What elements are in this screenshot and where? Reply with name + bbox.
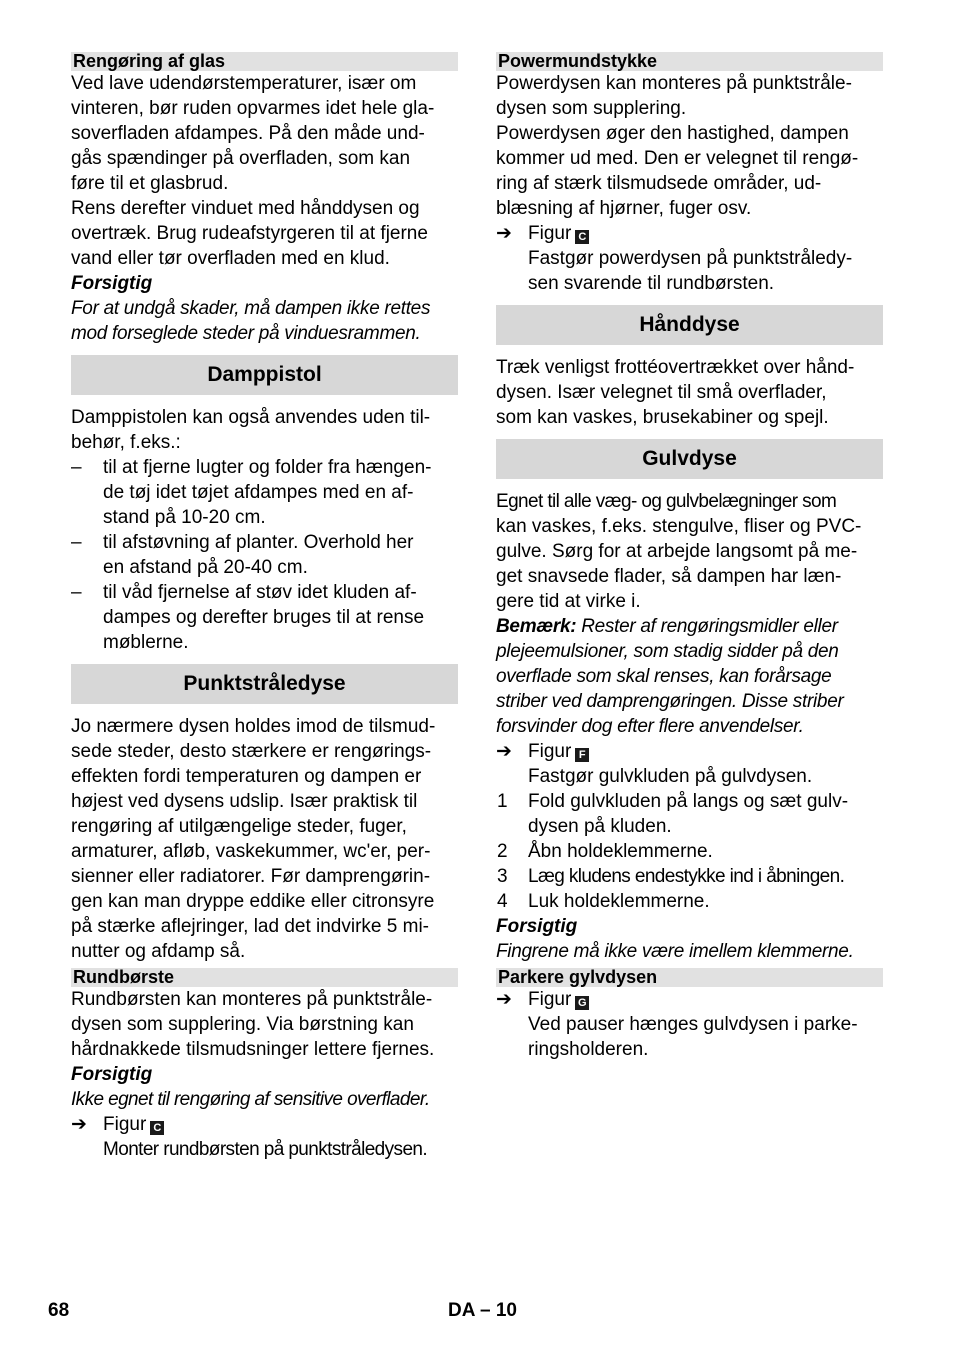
- arrow-right-icon: ➔: [71, 1114, 87, 1135]
- list-item: – til våd fjernelse af støv idet kluden af- dampes og derefter bruges til at rense møblerne.: [71, 582, 425, 653]
- arrow-right-icon: ➔: [496, 989, 512, 1010]
- caution-label: Forsigtig: [496, 916, 578, 937]
- list-item: – til afstøvning af planter. Overhold her en afstand på 20-40 cm.: [71, 532, 414, 578]
- dash-marker: –: [71, 457, 82, 478]
- caution-text: Fingrene må ikke være imellem klemmerne.: [496, 941, 854, 962]
- heading-damppistol: Damppistol: [71, 355, 458, 395]
- figure-letter-badge: C: [150, 1121, 164, 1135]
- caution-label: Forsigtig: [71, 273, 153, 294]
- paragraph: Powerdysen kan monteres på punktstråle- dysen som supplering.: [496, 73, 852, 119]
- list-item: 1 Fold gulvkluden på langs og sæt gulv- dysen på kluden.: [497, 791, 849, 837]
- heading-punktstraaledyse: Punktstråledyse: [71, 664, 458, 704]
- left-column: [71, 52, 458, 1162]
- note-text: Bemærk: Rester af rengøringsmidler eller plejeemulsioner, som stadig sidder på den overflade som skal renses, kan forårsage striber ved damprengøringen. Disse striber forsvinder dog efter flere anvendelser.: [496, 616, 844, 737]
- caution-label: Forsigtig: [71, 1064, 153, 1085]
- list-item: 2 Åbn holdeklemmerne.: [497, 841, 713, 862]
- list-item: 3 Læg kludens endestykke ind i åbningen.: [497, 866, 845, 887]
- heading-handdyse: Hånddyse: [496, 305, 883, 345]
- arrow-right-icon: ➔: [496, 223, 512, 244]
- figure-reference: ➔ Figur G: [496, 987, 883, 1012]
- figure-letter-badge: G: [575, 996, 589, 1010]
- subheading-parkere-gylvdysen: Parkere gylvdysen: [496, 968, 883, 987]
- paragraph: Jo nærmere dysen holdes imod de tilsmud- sede steder, desto stærkere er rengørings- effekten fordi temperaturen og dampen er højest ved dysens udslip. Især praktisk til rengøring af utilgængelige steder, fuger, armaturer, afløb, vaskekummer, wc'er, per- sienner eller radiatorer. Før damprengørin- gen kan man dryppe eddike eller citronsyre på stærke aflejringer, lad det indvirke 5 mi- nutter og afdamp så.: [71, 716, 436, 962]
- paragraph: Rundbørsten kan monteres på punktstråle- dysen som supplering. Via børstning kan hårdnakkede tilsmudsninger lettere fjernes.: [71, 989, 435, 1060]
- instruction-text: Ved pauser hænges gulvdysen i parke- ringsholderen.: [528, 1014, 858, 1060]
- figure-reference: ➔ Figur C: [71, 1112, 458, 1137]
- section-label: DA – 10: [448, 1300, 517, 1321]
- subheading-rundborste: Rundbørste: [71, 968, 458, 987]
- paragraph: Træk venligst frottéovertrækket over hånd- dysen. Især velegnet til små overflader, som kan vaskes, brusekabiner og spejl.: [496, 357, 855, 428]
- step-number: 4: [497, 891, 508, 912]
- figure-reference: ➔ Figur F: [496, 739, 883, 764]
- step-number: 3: [497, 866, 508, 887]
- paragraph: Rens derefter vinduet med hånddysen og overtræk. Brug rudeafstyrgeren til at fjerne vand eller tør overfladen med en klud.: [71, 198, 428, 269]
- arrow-right-icon: ➔: [496, 741, 512, 762]
- paragraph: Egnet til alle væg- og gulvbelægninger som kan vaskes, f.eks. stengulve, fliser og PVC- gulve. Sørg for at arbejde langsomt på me- get snavsede flader, så dampen har læn- gere tid at virke i.: [496, 491, 862, 612]
- list-item: – til at fjerne lugter og folder fra hængen- de tøj idet tøjet afdampes med en af- stand på 10-20 cm.: [71, 457, 432, 528]
- caution-text: Ikke egnet til rengøring af sensitive overflader.: [71, 1089, 430, 1110]
- instruction-text: Monter rundbørsten på punktstråledysen.: [103, 1139, 428, 1160]
- right-column: [496, 52, 883, 1062]
- paragraph: Ved lave udendørstemperaturer, især om vinteren, bør ruden opvarmes idet hele gla- soverfladen afdampes. På den måde und- gås spændinger på overfladen, som kan føre til et glasbrud.: [71, 73, 435, 194]
- instruction-text: Fastgør powerdysen på punktstråledy- sen svarende til rundbørsten.: [528, 248, 853, 294]
- dash-marker: –: [71, 532, 82, 553]
- list-item: 4 Luk holdeklemmerne.: [497, 891, 710, 912]
- heading-gulvdyse: Gulvdyse: [496, 439, 883, 479]
- dash-marker: –: [71, 582, 82, 603]
- figure-letter-badge: C: [575, 230, 589, 244]
- paragraph: Powerdysen øger den hastighed, dampen kommer ud med. Den er velegnet til rengø- ring af stærk tilsmudsede områder, ud- blæsning af hjørner, fuger osv.: [496, 123, 859, 219]
- note-label: Bemærk:: [496, 616, 577, 637]
- step-number: 2: [497, 841, 508, 862]
- subheading-rengoring-af-glas: Rengøring af glas: [71, 52, 458, 71]
- step-number: 1: [497, 791, 508, 812]
- instruction-text: Fastgør gulvkluden på gulvdysen.: [528, 766, 813, 787]
- figure-letter-badge: F: [575, 748, 589, 762]
- paragraph: Damppistolen kan også anvendes uden til- behør, f.eks.:: [71, 407, 431, 453]
- caution-text: For at undgå skader, må dampen ikke rettes mod forseglede steder på vinduesrammen.: [71, 298, 431, 344]
- subheading-powermundstykke: Powermundstykke: [496, 52, 883, 71]
- page-number: 68: [48, 1300, 70, 1321]
- figure-reference: ➔ Figur C: [496, 221, 883, 246]
